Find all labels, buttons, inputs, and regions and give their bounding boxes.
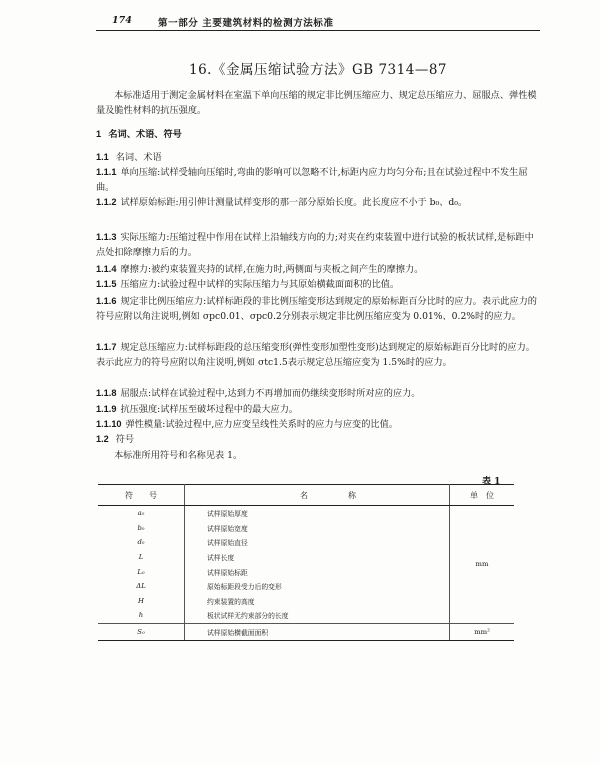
- symbol-cell: ΔL: [98, 579, 185, 594]
- section-1-1-heading: [96, 150, 540, 165]
- symbol-cell: H: [98, 594, 185, 609]
- name-cell: 试样原始直径: [185, 535, 450, 550]
- symbol-cell: b₀: [98, 521, 185, 536]
- clause-1-1-5-number: 1.1.5: [96, 279, 117, 289]
- name-cell: 约束装置的高度: [185, 594, 450, 609]
- clause-1-1-6-number: 1.1.6: [96, 296, 117, 306]
- clause-1-1-7: [96, 340, 540, 370]
- intro-paragraph: 本标准适用于测定金属材料在室温下单向压缩的规定非比例压缩应力、规定总压缩应力、屈服点、弹性模量及脆性材料的抗压强度。: [96, 90, 537, 116]
- clause-1-1-6: [96, 294, 540, 324]
- table-caption: 表 1: [482, 477, 501, 487]
- section-1-title: 名词、术语、符号: [108, 129, 182, 140]
- section-1-1-title: 名词、术语: [115, 152, 162, 163]
- clause-1-1-4-text: 摩擦力:被约束装置夹持的试样,在施力时,两侧面与夹板之间产生的摩擦力。: [120, 264, 424, 275]
- clause-1-1-5-text: 压缩应力:试验过程中试样的实际压缩力与其原始横截面面积的比值。: [120, 279, 400, 290]
- part-title: 第一部分 主要建筑材料的检测方法标准: [158, 18, 334, 29]
- symbol-cell: h: [98, 608, 185, 623]
- clause-1-1-7-number: 1.1.7: [96, 342, 117, 352]
- clause-1-1-3-number: 1.1.3: [96, 232, 117, 242]
- clause-1-1-4-number: 1.1.4: [96, 264, 117, 274]
- clause-1-1-1-text: 单向压缩:试样受轴向压缩时,弯曲的影响可以忽略不计,标距内应力均匀分布;且在试验过程中不发生屈曲。: [96, 167, 528, 193]
- clause-1-1-1: [96, 165, 540, 195]
- clause-1-1-8-text: 屈服点:试样在试验过程中,达到力不再增加而仍继续变形时所对应的应力。: [120, 388, 421, 399]
- section-1-2-title: 符号: [115, 434, 135, 445]
- header-unit: 单 位: [450, 485, 515, 506]
- symbol-cell: a₀: [98, 506, 185, 521]
- symbol-cell: d₀: [98, 535, 185, 550]
- symbol-cell: S₀: [98, 623, 185, 640]
- unit-cell-mm2: mm²: [450, 623, 515, 640]
- header-symbol: 符 号: [98, 485, 185, 506]
- clause-1-1-7-text: 规定总压缩应力:试样标距段的总压缩变形(弹性变形加塑性变形)达到规定的原始标距百分比时的应力。表示此应力的符号应附以角注说明,例如 σtc1.5表示规定总压缩应变为 1.5%时的应力。: [96, 342, 535, 368]
- unit-cell-mm: mm: [475, 560, 489, 569]
- name-cell: 原始标距段受力后的变形: [185, 579, 450, 594]
- header-rule: [96, 30, 540, 31]
- clause-1-1-8-number: 1.1.8: [96, 388, 117, 398]
- section-1-2-heading: [96, 432, 540, 447]
- clause-1-1-10-number: 1.1.10: [96, 419, 122, 429]
- header-name: 名 称: [185, 485, 450, 506]
- clause-1-1-10-text: 弹性模量:试验过程中,应力应变呈线性关系时的应力与应变的比值。: [125, 419, 398, 430]
- name-cell: 试样原始横截面面积: [185, 623, 450, 640]
- table-header-row: [98, 485, 514, 506]
- symbol-cell: L₀: [98, 564, 185, 579]
- table-row: [98, 506, 514, 521]
- clause-1-1-9-text: 抗压强度:试样压至破坏过程中的最大应力。: [120, 404, 299, 415]
- name-cell: 试样原始厚度: [185, 506, 450, 521]
- clause-1-1-4: [96, 262, 540, 277]
- running-header: [96, 11, 540, 31]
- symbol-cell: L: [98, 550, 185, 565]
- name-cell: 试样原始宽度: [185, 521, 450, 536]
- clause-1-1-2-number: 1.1.2: [96, 197, 117, 207]
- name-cell: 试样原始标距: [185, 564, 450, 579]
- symbols-table: [98, 484, 514, 641]
- name-cell: 板状试样无约束部分的长度: [185, 608, 450, 623]
- clause-1-1-1-number: 1.1.1: [96, 167, 117, 177]
- section-1-2-number: 1.2: [96, 434, 109, 444]
- clause-1-1-8: [96, 386, 540, 401]
- page-number: 174: [112, 15, 132, 26]
- clause-1-1-2: [96, 195, 540, 210]
- clause-1-1-2-text: 试样原始标距:用引伸计测量试样变形的那一部分原始长度。此长度应不小于 b₀、d₀。: [120, 197, 468, 208]
- section-1-1-number: 1.1: [96, 152, 109, 162]
- clause-1-1-3: [96, 230, 540, 260]
- clause-1-1-5: [96, 277, 540, 292]
- clause-1-1-6-text: 规定非比例压缩应力:试样标距段的非比例压缩变形达到规定的原始标距百分比时的应力。表示此应力的符号应附以角注说明,例如 σpc0.01、σpc0.2分别表示规定非比例压缩应变为 0.01%、0.2%时的应力。: [96, 296, 537, 322]
- section-1-number: 1: [96, 129, 102, 139]
- clause-1-1-9: [96, 402, 540, 417]
- section-1-2-text: 本标准所用符号和名称见表 1。: [114, 450, 243, 461]
- clause-1-1-10: [96, 417, 540, 432]
- table-row: [98, 623, 514, 640]
- document-title: 16.《金属压缩试验方法》GB 7314—87: [189, 62, 447, 78]
- section-1-heading: [96, 127, 540, 142]
- clause-1-1-9-number: 1.1.9: [96, 404, 117, 414]
- clause-1-1-3-text: 实际压缩力:压缩过程中作用在试样上沿轴线方向的力;对夹在约束装置中进行试验的板状试样,是标距中点处扣除摩擦力后的力。: [96, 232, 534, 258]
- name-cell: 试样长度: [185, 550, 450, 565]
